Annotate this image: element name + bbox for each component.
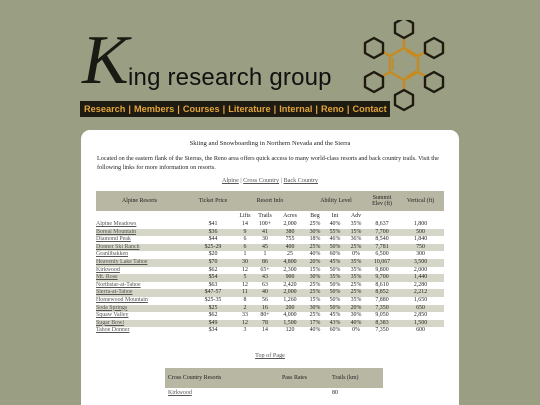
table-cell: 35% [350, 296, 362, 303]
cross-country-table [165, 368, 383, 398]
table-cell: 60% [329, 327, 341, 334]
table-row [96, 297, 444, 305]
table-cell: $36 [191, 229, 235, 237]
table-cell: 3,500 [397, 259, 444, 267]
table-cell: 35% [350, 266, 362, 273]
resort-link[interactable]: Boreal Mountain [96, 228, 137, 235]
resort-name-cell [96, 244, 191, 252]
table-cell: 4,000 [283, 312, 297, 319]
subheader-lifts: Lifts [235, 211, 255, 221]
subheader-trails: Trails [255, 211, 275, 221]
nav-separator: | [315, 104, 318, 114]
table-cell: 86 [255, 259, 275, 267]
table-cell: 50% [325, 305, 345, 313]
resort-name-cell [96, 312, 191, 320]
table-cell: $49 [191, 320, 235, 328]
table-cell: 200 [275, 305, 305, 313]
resort-name-cell [96, 289, 191, 297]
link-cross-country[interactable]: Cross Country [243, 177, 280, 184]
table-cell: 8,637 [375, 221, 389, 227]
table-cell: 2,000 [413, 266, 428, 273]
resort-name-cell [96, 274, 191, 282]
resort-link[interactable]: Tahoe Donner [96, 327, 130, 334]
table-cell: 7,880 [375, 296, 389, 303]
table-cell: 1,650 [413, 296, 428, 303]
table-cell: 7,350 [375, 327, 389, 334]
table-cell: 2,280 [413, 281, 428, 288]
table-cell: 8,383 [367, 320, 397, 328]
table-cell: 78 [255, 320, 275, 328]
table-cell: $47-57 [191, 289, 235, 297]
resort-link[interactable]: Soda Springs [96, 304, 128, 311]
table-cell: 6 [243, 236, 247, 243]
table-cell: 2,420 [283, 281, 297, 288]
table-cell: 35% [350, 221, 362, 227]
resort-link[interactable]: Diamond Peak [96, 236, 131, 243]
table-cell: 1,500 [397, 320, 444, 328]
table-cell: $34 [208, 327, 218, 334]
table-cell: 100+ [258, 221, 272, 227]
table-cell: 1 [263, 251, 267, 258]
table-cell: 18% [309, 236, 321, 243]
nav-separator: | [222, 104, 226, 114]
table-cell: 2,212 [397, 289, 444, 297]
table-cell: 25% [309, 281, 321, 288]
table-row [96, 320, 444, 328]
table-cell: 1,260 [283, 296, 297, 303]
table-cell: 11 [235, 289, 255, 297]
subheader-blank [367, 211, 397, 221]
table-cell: 36% [350, 236, 362, 243]
header-price: Ticket Price [191, 191, 235, 211]
logo-wordmark: ing research group [128, 64, 332, 91]
nav-separator: | [346, 104, 350, 114]
table-cell: 40 [255, 289, 275, 297]
table-cell: 14 [262, 327, 268, 334]
table-cell: 50% [329, 281, 341, 288]
top-of-page-link[interactable]: Top of Page [255, 352, 285, 359]
table-row [96, 244, 444, 252]
table-cell: 3 [243, 327, 247, 334]
cross-country-table-body [165, 388, 383, 398]
table-cell: 40% [309, 327, 321, 334]
table-cell: $70 [191, 259, 235, 267]
nav-contact[interactable]: Contact [352, 104, 387, 114]
table-cell: 80 [332, 390, 338, 396]
table-cell: 25% [345, 289, 367, 297]
table-cell: 8 [243, 296, 247, 303]
subheader-beg: Beg [305, 211, 325, 221]
table-cell: $25-35 [204, 296, 222, 303]
table-cell: 17% [305, 320, 325, 328]
intro-paragraph: Located on the eastern flank of the Sierras, the Reno area offers quick access to many world-class resorts and back country trails. Visit the following links for more information on resorts. [97, 155, 439, 171]
subheader-blank [96, 211, 191, 221]
table-cell: 43% [325, 320, 345, 328]
table-cell: 45% [325, 259, 345, 267]
table-cell: 380 [275, 229, 305, 237]
section-links [81, 177, 459, 184]
page-title: Skiing and Snowboarding in Northern Nevada and the Sierra [189, 140, 351, 147]
header-summit: Summit Elev (ft) [367, 191, 397, 211]
table-cell: 500 [397, 229, 444, 237]
table-cell: 750 [397, 244, 444, 252]
resort-link[interactable]: Donner Ski Ranch [96, 243, 140, 250]
table-row [96, 282, 444, 290]
table-cell: 15% [309, 296, 321, 303]
table-cell: $25 [191, 305, 235, 313]
table-cell: 6,500 [375, 251, 389, 258]
table-cell: 60% [329, 251, 341, 258]
table-cell: 5 [235, 274, 255, 282]
nav-internal[interactable]: Internal [279, 104, 313, 114]
table-cell: $25-29 [191, 244, 235, 252]
table-cell: 120 [285, 327, 295, 334]
table-cell: 25% [350, 281, 362, 288]
table-cell: 43 [255, 274, 275, 282]
resort-name-cell [96, 320, 191, 328]
table-row [96, 221, 444, 229]
table-cell: $54 [191, 274, 235, 282]
subheader-blank [397, 211, 444, 221]
table-cell: 2 [235, 305, 255, 313]
table-row [96, 274, 444, 282]
subheader-adv: Adv [345, 211, 367, 221]
resort-link[interactable]: Sugar Bowl [96, 319, 124, 326]
table-row [96, 251, 444, 259]
table-cell: 900 [275, 274, 305, 282]
table-cell: 45% [329, 312, 341, 319]
header-ability: Ability Level [305, 191, 367, 211]
logo-initial: K [82, 22, 129, 99]
table-cell: 1 [243, 251, 247, 258]
nav-literature[interactable]: Literature [228, 104, 271, 114]
table-cell: 15% [345, 229, 367, 237]
table-cell: 50% [325, 289, 345, 297]
table-cell: 8,852 [367, 289, 397, 297]
resort-link[interactable]: Alpine Meadows [96, 221, 137, 227]
table-cell: $62 [208, 312, 218, 319]
resort-link[interactable]: Northstar-at-Tahoe [96, 281, 141, 288]
resort-link[interactable]: Homewood Mountain [96, 296, 148, 303]
table-cell: 20% [305, 259, 325, 267]
table-cell: 12 [242, 281, 248, 288]
table-cell: 80+ [260, 312, 270, 319]
table-cell: 4,800 [275, 259, 305, 267]
nav-separator: | [273, 104, 277, 114]
table-cell: 8,610 [375, 281, 389, 288]
table-cell: 600 [416, 327, 425, 334]
table-row [96, 259, 444, 267]
table-row [96, 327, 444, 335]
table-cell: 30% [305, 305, 325, 313]
subheader-blank [191, 211, 235, 221]
table-cell: 25% [305, 244, 325, 252]
top-of-page [81, 352, 459, 359]
table-cell [279, 388, 329, 398]
nav-research[interactable]: Research [84, 104, 126, 114]
nav-separator: | [177, 104, 180, 114]
header-vertical: Vertical (ft) [397, 191, 444, 211]
table-cell: 40% [329, 221, 341, 227]
header-trails-km: Trails (km) [329, 368, 383, 388]
content-card [81, 130, 459, 405]
table-cell: 30% [350, 312, 362, 319]
table-cell: 400 [275, 244, 305, 252]
table-cell: 16 [255, 305, 275, 313]
table-cell: 8,540 [375, 236, 389, 243]
table-cell: 7,781 [367, 244, 397, 252]
table-cell: 9,050 [375, 312, 389, 319]
table-cell: 6 [235, 244, 255, 252]
table-cell: $20 [208, 251, 218, 258]
resort-name-cell [96, 297, 191, 305]
table-cell: 56 [262, 296, 268, 303]
nav-members[interactable]: Members [133, 104, 175, 114]
table-cell: 65+ [260, 266, 270, 273]
xc-resort-link[interactable]: Kirkwood [168, 390, 192, 396]
table-cell: 1,800 [413, 221, 428, 227]
table-cell: 55% [325, 229, 345, 237]
table-row [96, 305, 444, 313]
table-cell: 300 [416, 251, 425, 258]
table-cell: 20% [345, 305, 367, 313]
header-resorts: Alpine Resorts [96, 191, 191, 211]
link-separator: | [240, 177, 242, 184]
table-cell: $41 [208, 221, 218, 227]
table-row [96, 312, 444, 320]
table-cell: 25% [345, 244, 367, 252]
table-cell: 650 [397, 305, 444, 313]
table-cell: 30 [235, 259, 255, 267]
table-cell: 35% [325, 274, 345, 282]
table-cell: 35% [345, 274, 367, 282]
resort-name-cell [96, 229, 191, 237]
link-separator: | [280, 177, 282, 184]
resort-link[interactable]: Granlibakken [96, 251, 129, 258]
resort-link[interactable]: Mt. Rose [96, 274, 118, 281]
subheader-acres: Acres [275, 211, 305, 221]
resort-link[interactable]: Kirkwood [96, 266, 120, 273]
table-row [96, 289, 444, 297]
table-cell: 30 [262, 236, 268, 243]
table-cell: 7,350 [367, 305, 397, 313]
table-cell: 30% [305, 229, 325, 237]
resort-name-cell [96, 251, 191, 259]
table-cell: 41 [255, 229, 275, 237]
table-cell: 25% [305, 289, 325, 297]
table-row [165, 388, 383, 398]
header-pass-rates: Pass Rates [279, 368, 329, 388]
table-cell: 46% [329, 236, 341, 243]
table-cell: 9,800 [375, 266, 389, 273]
resort-name-cell [96, 267, 191, 275]
table-cell: 25% [309, 221, 321, 227]
table-row [96, 229, 444, 237]
table-cell: 40% [309, 251, 321, 258]
resort-link[interactable]: Squaw Valley [96, 312, 129, 319]
resort-link[interactable]: Heavenly Lake Tahoe [96, 258, 148, 265]
subheader-int: Int [325, 211, 345, 221]
table-cell: 35% [345, 259, 367, 267]
resort-name-cell [96, 305, 191, 313]
table-cell: 2,850 [413, 312, 428, 319]
table-cell: 40% [345, 320, 367, 328]
table-cell: 755 [285, 236, 295, 243]
link-back-country[interactable]: Back Country [283, 177, 318, 184]
alpine-table-body [96, 221, 444, 335]
nav-reno[interactable]: Reno [320, 104, 344, 114]
table-cell: 1,500 [275, 320, 305, 328]
header-xc-resorts: Cross Country Resorts [165, 368, 279, 388]
table-cell: 25% [309, 312, 321, 319]
table-cell: 33 [242, 312, 248, 319]
resort-name-cell [96, 221, 191, 229]
table-cell: 15% [309, 266, 321, 273]
table-cell: 12 [235, 320, 255, 328]
table-row [96, 267, 444, 275]
table-cell: $63 [208, 281, 218, 288]
table-cell: 2,300 [283, 266, 297, 273]
link-alpine[interactable]: Alpine [221, 177, 239, 184]
resort-name-cell [96, 259, 191, 267]
nav-separator: | [128, 104, 131, 114]
table-cell: 10,067 [367, 259, 397, 267]
table-row [96, 236, 444, 244]
table-cell: 0% [352, 327, 360, 334]
table-cell: 9 [235, 229, 255, 237]
table-cell: 50% [329, 266, 341, 273]
table-cell: 12 [242, 266, 248, 273]
table-cell: $44 [208, 236, 218, 243]
table-cell: 63 [262, 281, 268, 288]
resort-name-cell [96, 282, 191, 290]
table-cell: 1,840 [413, 236, 428, 243]
alpine-resorts-table [96, 191, 444, 335]
resort-name-cell [96, 327, 191, 335]
table-cell: 50% [325, 244, 345, 252]
table-cell: 1,440 [397, 274, 444, 282]
table-cell: 2,000 [283, 221, 297, 227]
table-cell: 25 [287, 251, 293, 258]
table-cell: 30% [305, 274, 325, 282]
nav-courses[interactable]: Courses [182, 104, 220, 114]
site-header [0, 0, 540, 128]
table-cell: 2,000 [275, 289, 305, 297]
table-cell: 45 [255, 244, 275, 252]
table-cell: 0% [352, 251, 360, 258]
resort-link[interactable]: Sierra-at-Tahoe [96, 289, 133, 296]
main-nav [80, 101, 390, 117]
header-resort-info: Resort Info [235, 191, 305, 211]
table-cell: 9,700 [367, 274, 397, 282]
xc-resort-name-cell [165, 388, 279, 398]
table-cell: 14 [242, 221, 248, 227]
table-cell: $62 [208, 266, 218, 273]
table-cell: 50% [329, 296, 341, 303]
resort-name-cell [96, 236, 191, 244]
table-cell: 7,700 [367, 229, 397, 237]
